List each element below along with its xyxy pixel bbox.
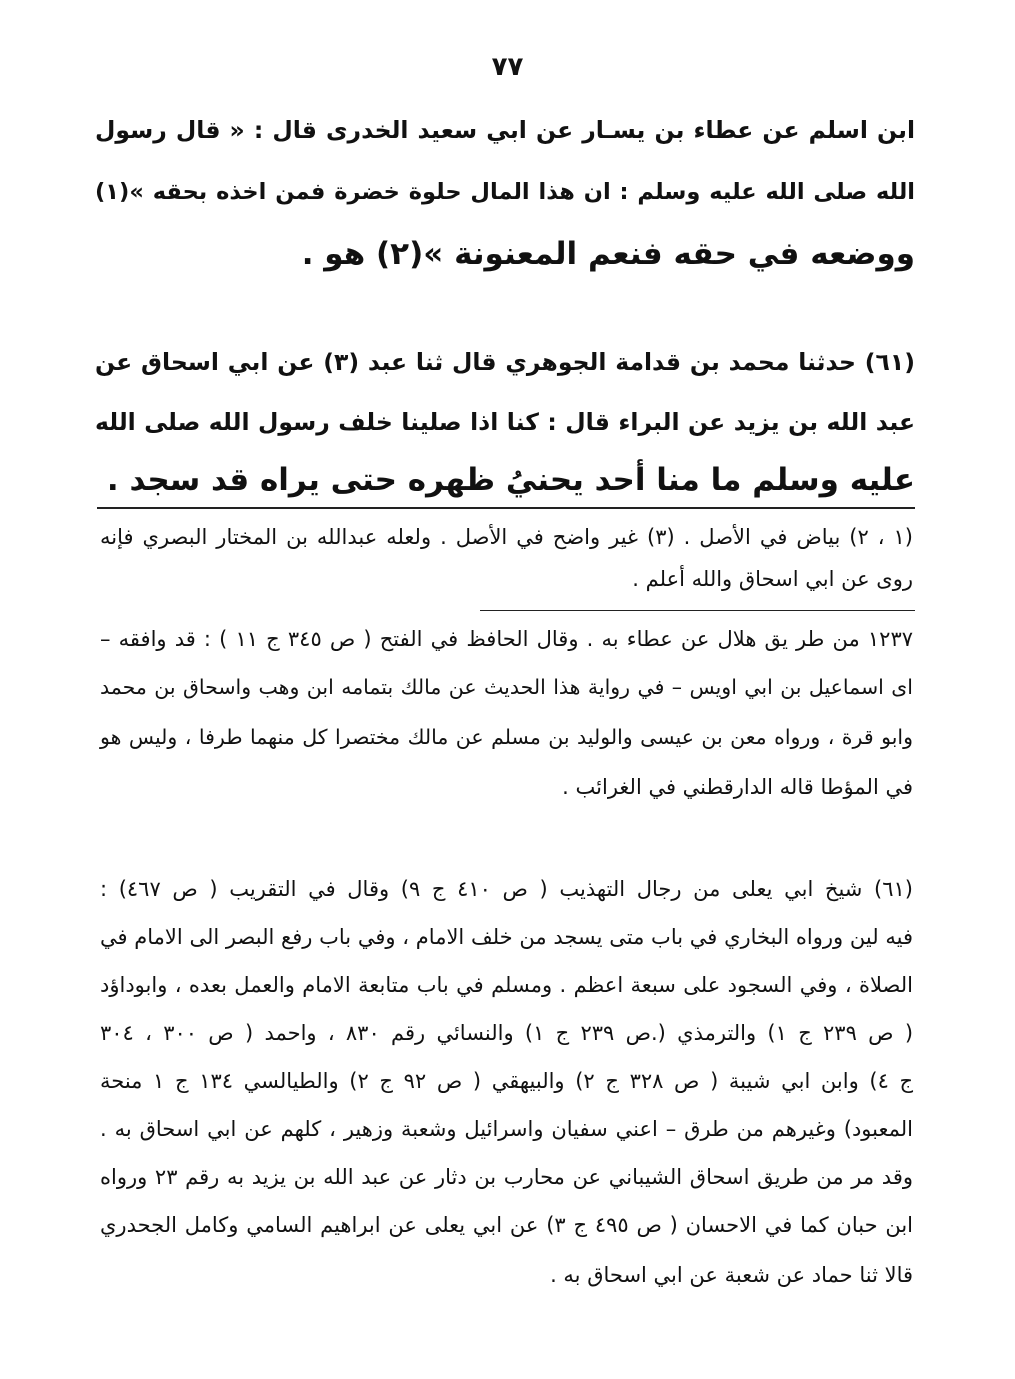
commentary-line: الصلاة ، وفي السجود على سبعة اعظم . ومسلم في باب متابعة الامام والعمل بعده ، وابوداؤد bbox=[100, 973, 913, 997]
footnote-divider bbox=[97, 507, 915, 509]
commentary-line: ابن حبان كما في الاحسان ( ص ٤٩٥ ج ٣) عن ابي يعلى عن ابراهيم السامي وكامل الجحدري bbox=[100, 1213, 914, 1237]
main-text-line: الله صلى الله عليه وسلم : ان هذا المال حلوة خضرة فمن اخذه بحقه »(١) bbox=[95, 179, 915, 205]
commentary-line: (٦١) شيخ ابي يعلى من رجال التهذيب ( ص ٤١٠ ج ٩) وقال في التقريب ( ص ٤٦٧) : bbox=[100, 877, 913, 901]
commentary-line: ( ص ٢٣٩ ج ١) والترمذي (.ص ٢٣٩ ج ١) والنسائي رقم ٨٣٠ ، واحمد ( ص ٣٠٠ ، ٣٠٤ bbox=[100, 1021, 914, 1045]
page-number: ٧٧ bbox=[491, 52, 524, 82]
commentary-line: وابو قرة ، ورواه معن بن عيسى والوليد بن مسلم عن مالك مختصرا كل منهما طرفا ، وليس هو bbox=[100, 725, 913, 749]
commentary-line: قالا ثنا حماد عن شعبة عن ابي اسحاق به . bbox=[550, 1263, 913, 1287]
main-text-line: ووضعه في حقه فنعم المعنونة »(٢) هو . bbox=[301, 236, 915, 272]
commentary-line: ١٢٣٧ من طر يق هلال عن عطاء به . وقال الحافظ في الفتح ( ص ٣٤٥ ج ١١ ) : قد وافقه – bbox=[100, 627, 914, 651]
footnote-line: روى عن ابي اسحاق والله أعلم . bbox=[632, 567, 913, 591]
commentary-line: وقد مر من طريق اسحاق الشيباني عن محارب بن دثار عن عبد الله بن يزيد به رقم ٢٣ ورواه bbox=[100, 1165, 913, 1189]
commentary-line: ج ٤) وابن ابي شيبة ( ص ٣٢٨ ج ٢) والبيهقي ( ص ٩٢ ج ٢) والطيالسي ١٣٤ ج ١ منحة bbox=[100, 1069, 914, 1093]
main-text-line: (٦١) حدثنا محمد بن قدامة الجوهري قال ثنا عبد (٣) عن ابي اسحاق عن bbox=[95, 348, 915, 376]
main-text-line: عبد الله بن يزيد عن البراء قال : كنا اذا صلينا خلف رسول الله صلى الله bbox=[95, 408, 915, 436]
commentary-line: في المؤطا قاله الدارقطني في الغرائب . bbox=[562, 775, 913, 799]
footnote-line: (١ ، ٢) بياض في الأصل . (٣) غير واضح في الأصل . ولعله عبدالله بن المختار البصري فإنه bbox=[100, 525, 913, 549]
main-text-line: ابن اسلم عن عطاء بن يسـار عن ابي سعيد الخدرى قال : « قال رسول bbox=[95, 116, 915, 144]
main-text-line: عليه وسلم ما منا أحد يحنيُ ظهره حتى يراه قد سجد . bbox=[106, 462, 915, 498]
commentary-line: المعبود) وغيرهم من طرق – اعني سفيان واسرائيل وشعبة وزهير ، كلهم عن ابي اسحاق به . bbox=[100, 1117, 913, 1141]
commentary-line: فيه لين ورواه البخاري في باب متى يسجد من خلف الامام ، وفي باب رفع البصر الى الامام في bbox=[100, 925, 913, 949]
commentary-divider bbox=[480, 610, 915, 611]
commentary-line: اى اسماعيل بن ابي اويس – في رواية هذا الحديث عن مالك بتمامه ابن وهب واسحاق بن محمد bbox=[100, 675, 913, 699]
